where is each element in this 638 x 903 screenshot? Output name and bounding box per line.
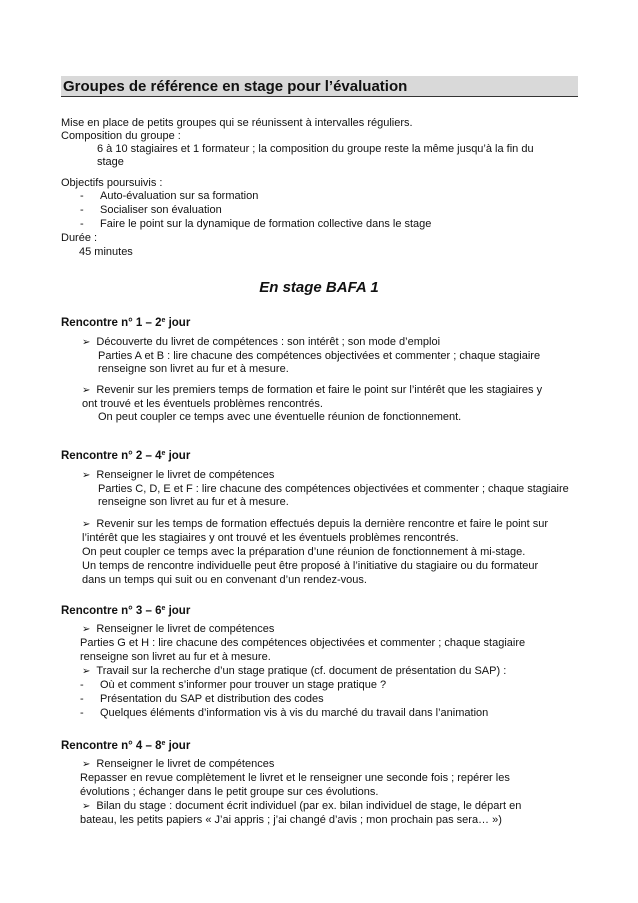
arrow-bullet-icon: ➢ bbox=[82, 337, 91, 348]
composition-text: 6 à 10 stagiaires et 1 formateur ; la composition du groupe reste la même jusqu’à la fin du bbox=[97, 143, 534, 155]
duree-label: Durée : bbox=[61, 232, 98, 244]
body-text: On peut coupler ce temps avec une éventuelle réunion de fonctionnement. bbox=[98, 411, 462, 423]
page-title: Groupes de référence en stage pour l’évaluation bbox=[63, 78, 408, 95]
composition-text: stage bbox=[97, 156, 124, 168]
body-text: renseigne son livret au fur et à mesure. bbox=[98, 363, 289, 375]
composition-label: Composition du groupe : bbox=[61, 130, 181, 142]
bullet-item: ➢ Bilan du stage : document écrit individuel (par ex. bilan individuel de stage, le départ en bbox=[82, 800, 522, 812]
body-text: On peut coupler ce temps avec la préparation d’une réunion de fonctionnement à mi-stage. bbox=[82, 546, 526, 558]
list-item: Présentation du SAP et distribution des codes bbox=[100, 693, 324, 705]
intro-line: Mise en place de petits groupes qui se réunissent à intervalles réguliers. bbox=[61, 117, 413, 129]
body-text: dans un temps qui suit ou en convenant d’un rendez-vous. bbox=[82, 574, 367, 586]
body-text: ont trouvé et les éventuels problèmes rencontrés. bbox=[82, 398, 323, 410]
bullet-item: ➢ Découverte du livret de compétences : son intérêt ; son mode d’emploi bbox=[82, 336, 441, 348]
dash-marker: - bbox=[80, 190, 84, 202]
arrow-bullet-icon: ➢ bbox=[82, 470, 91, 481]
body-text: renseigne son livret au fur et à mesure. bbox=[80, 651, 271, 663]
body-text: évolutions ; échanger dans le petit groupe sur ces évolutions. bbox=[80, 786, 379, 798]
objectif-item: Socialiser son évaluation bbox=[100, 204, 222, 216]
dash-marker: - bbox=[80, 693, 84, 705]
body-text: renseigne son livret au fur et à mesure. bbox=[98, 496, 289, 508]
dash-marker: - bbox=[80, 204, 84, 216]
arrow-bullet-icon: ➢ bbox=[82, 519, 91, 530]
arrow-bullet-icon: ➢ bbox=[82, 385, 91, 396]
rencontre-heading: Rencontre n° 3 – 6e jour bbox=[61, 605, 191, 617]
body-text: Un temps de rencontre individuelle peut être proposé à l’initiative du stagiaire ou du formateur bbox=[82, 560, 539, 572]
arrow-bullet-icon: ➢ bbox=[82, 666, 91, 677]
dash-marker: - bbox=[80, 218, 84, 230]
arrow-bullet-icon: ➢ bbox=[82, 624, 91, 635]
body-text: Parties C, D, E et F : lire chacune des compétences objectivées et commenter ; chaque stagiaire bbox=[98, 483, 569, 495]
list-item: Où et comment s’informer pour trouver un stage pratique ? bbox=[100, 679, 387, 691]
rencontre-heading: Rencontre n° 2 – 4e jour bbox=[61, 450, 191, 462]
bullet-item: ➢ Renseigner le livret de compétences bbox=[82, 623, 275, 635]
objectif-item: Faire le point sur la dynamique de formation collective dans le stage bbox=[100, 218, 432, 230]
dash-marker: - bbox=[80, 707, 84, 719]
dash-marker: - bbox=[80, 679, 84, 691]
body-text: Parties G et H : lire chacune des compétences objectivées et commenter ; chaque stagiaire bbox=[80, 637, 526, 649]
duree-value: 45 minutes bbox=[79, 246, 133, 258]
body-text: Repasser en revue complètement le livret et le renseigner une seconde fois ; repérer les bbox=[80, 772, 510, 784]
objectifs-label: Objectifs poursuivis : bbox=[61, 177, 163, 189]
bullet-item: ➢ Renseigner le livret de compétences bbox=[82, 758, 275, 770]
section-title: En stage BAFA 1 bbox=[259, 279, 379, 296]
bullet-item: ➢ Travail sur la recherche d’un stage pratique (cf. document de présentation du SAP) : bbox=[82, 665, 507, 677]
body-text: Parties A et B : lire chacune des compétences objectivées et commenter ; chaque stagiaire bbox=[98, 350, 541, 362]
list-item: Quelques éléments d’information vis à vis du marché du travail dans l’animation bbox=[100, 707, 489, 719]
bullet-item: ➢ Revenir sur les premiers temps de formation et faire le point sur l’intérêt que les stagiaires y bbox=[82, 384, 543, 396]
arrow-bullet-icon: ➢ bbox=[82, 801, 91, 812]
bullet-item: ➢ Renseigner le livret de compétences bbox=[82, 469, 275, 481]
body-text: l’intérêt que les stagiaires y ont trouvé et les éventuels problèmes rencontrés. bbox=[82, 532, 459, 544]
rencontre-heading: Rencontre n° 1 – 2e jour bbox=[61, 317, 191, 329]
arrow-bullet-icon: ➢ bbox=[82, 759, 91, 770]
rencontre-heading: Rencontre n° 4 – 8e jour bbox=[61, 740, 191, 752]
objectif-item: Auto-évaluation sur sa formation bbox=[100, 190, 259, 202]
bullet-item: ➢ Revenir sur les temps de formation effectués depuis la dernière rencontre et faire le point sur bbox=[82, 518, 549, 530]
body-text: bateau, les petits papiers « J’ai appris ; j’ai changé d’avis ; mon prochain pas sera… ») bbox=[80, 814, 502, 826]
